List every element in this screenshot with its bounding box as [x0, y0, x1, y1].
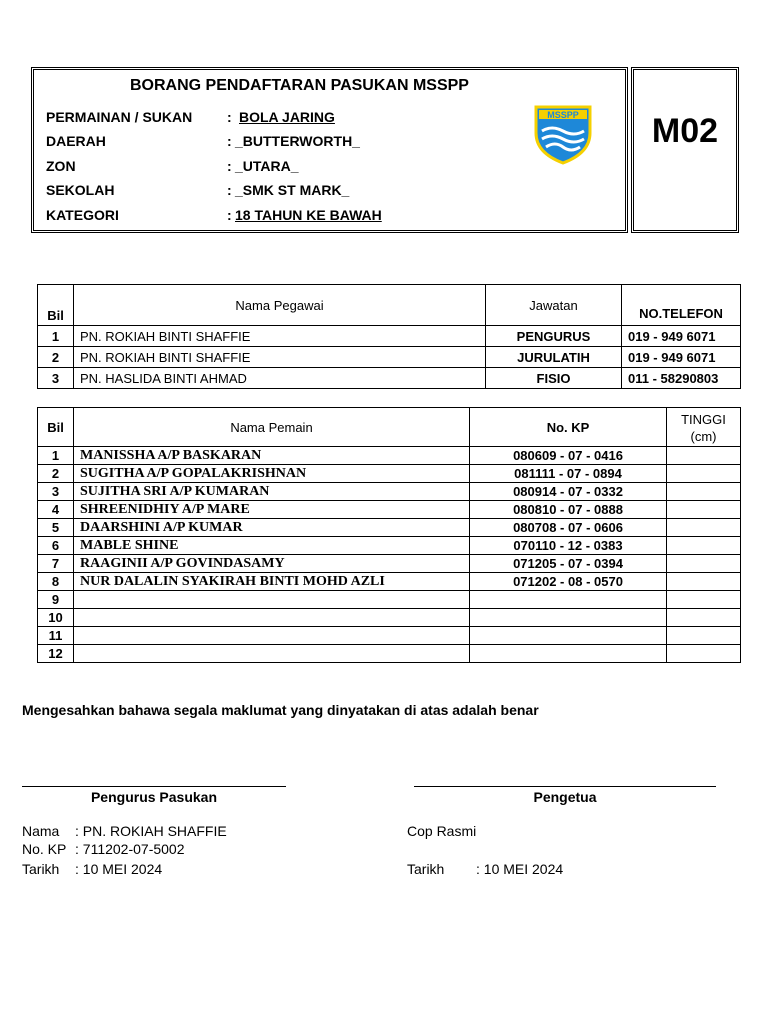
player-row: [38, 465, 741, 483]
player-kp: [470, 627, 667, 645]
player-kp: 071205 - 07 - 0394: [470, 555, 667, 573]
logo-text: MSSPP: [547, 110, 579, 120]
field-value-sekolah: _SMK ST MARK_: [235, 182, 350, 198]
player-name: SHREENIDHIY A/P MARE: [74, 501, 470, 519]
field-label-daerah: DAERAH: [46, 133, 106, 149]
player-row: [38, 483, 741, 501]
player-bil: 5: [38, 519, 74, 537]
player-row: [38, 609, 741, 627]
form-title: BORANG PENDAFTARAN PASUKAN MSSPP: [130, 77, 469, 94]
manager-date-value: : 10 MEI 2024: [75, 861, 163, 877]
player-name: RAAGINII A/P GOVINDASAMY: [74, 555, 470, 573]
player-name: [74, 645, 470, 663]
player-bil: 7: [38, 555, 74, 573]
player-bil: 4: [38, 501, 74, 519]
player-name: [74, 627, 470, 645]
signature-title-principal: Pengetua: [533, 789, 597, 805]
player-name: DAARSHINI A/P KUMAR: [74, 519, 470, 537]
player-name: [74, 591, 470, 609]
field-value-kategori: 18 TAHUN KE BAWAH: [235, 207, 382, 223]
player-bil: 3: [38, 483, 74, 501]
field-colon: :: [227, 207, 232, 223]
field-value-daerah: _BUTTERWORTH_: [235, 133, 360, 149]
player-kp: [470, 609, 667, 627]
official-name: PN. ROKIAH BINTI SHAFFIE: [74, 326, 486, 347]
players-header-bil: Bil: [38, 408, 74, 447]
official-position: PENGURUS: [486, 326, 622, 347]
field-value-sukan: BOLA JARING: [239, 109, 335, 125]
signature-line-manager: [22, 786, 286, 787]
player-row: [38, 627, 741, 645]
player-name: SUJITHA SRI A/P KUMARAN: [74, 483, 470, 501]
official-bil: 1: [38, 326, 74, 347]
manager-name-label: Nama: [22, 823, 60, 839]
manager-kp-value: : 711202-07-5002: [75, 841, 185, 857]
player-kp: [470, 645, 667, 663]
field-label-sukan: PERMAINAN / SUKAN: [46, 109, 193, 125]
player-height: [667, 465, 741, 483]
player-row: [38, 537, 741, 555]
signature-line-principal: [414, 786, 716, 787]
player-height: [667, 609, 741, 627]
field-colon: :: [227, 158, 232, 174]
player-name: MANISSHA A/P BASKARAN: [74, 447, 470, 465]
players-header-name: Nama Pemain: [74, 408, 470, 447]
player-bil: 12: [38, 645, 74, 663]
player-bil: 10: [38, 609, 74, 627]
manager-date-label: Tarikh: [22, 861, 60, 877]
player-name: MABLE SHINE: [74, 537, 470, 555]
player-bil: 1: [38, 447, 74, 465]
official-bil: 3: [38, 368, 74, 389]
field-colon: :: [227, 182, 232, 198]
manager-name-value: : PN. ROKIAH SHAFFIE: [75, 823, 227, 839]
officials-header-phone: NO.TELEFON: [622, 285, 741, 326]
player-height: [667, 627, 741, 645]
player-row: [38, 573, 741, 591]
player-row: [38, 591, 741, 609]
players-header-height: [667, 408, 741, 447]
players-header-height-line2: (cm): [690, 428, 717, 444]
official-name: PN. ROKIAH BINTI SHAFFIE: [74, 347, 486, 368]
official-stamp-label: Cop Rasmi: [407, 823, 477, 839]
officials-row: [38, 347, 741, 368]
players-header-height-line1: TINGGI: [681, 412, 726, 427]
player-name: NUR DALALIN SYAKIRAH BINTI MOHD AZLI: [74, 573, 470, 591]
player-height: [667, 501, 741, 519]
player-name: [74, 609, 470, 627]
official-position: FISIO: [486, 368, 622, 389]
player-name: SUGITHA A/P GOPALAKRISHNAN: [74, 465, 470, 483]
principal-date-label: Tarikh: [407, 861, 445, 877]
field-colon: :: [227, 109, 232, 125]
player-kp: 081111 - 07 - 0894: [470, 465, 667, 483]
player-height: [667, 537, 741, 555]
field-value-zon: _UTARA_: [235, 158, 299, 174]
officials-table: [37, 284, 741, 389]
field-label-sekolah: SEKOLAH: [46, 182, 115, 198]
official-position: JURULATIH: [486, 347, 622, 368]
form-code: M02: [651, 112, 719, 150]
player-height: [667, 591, 741, 609]
player-bil: 9: [38, 591, 74, 609]
player-bil: 11: [38, 627, 74, 645]
official-bil: 2: [38, 347, 74, 368]
official-name: PN. HASLIDA BINTI AHMAD: [74, 368, 486, 389]
manager-kp-label: No. KP: [22, 841, 67, 857]
player-kp: 080914 - 07 - 0332: [470, 483, 667, 501]
player-height: [667, 447, 741, 465]
official-phone: 019 - 949 6071: [622, 326, 741, 347]
player-row: [38, 501, 741, 519]
player-height: [667, 573, 741, 591]
field-colon: :: [227, 133, 232, 149]
player-row: [38, 645, 741, 663]
officials-header-row: [38, 285, 741, 326]
field-label-kategori: KATEGORI: [46, 207, 119, 223]
officials-row: [38, 368, 741, 389]
player-bil: 6: [38, 537, 74, 555]
players-header-kp: No. KP: [470, 408, 667, 447]
player-kp: 070110 - 12 - 0383: [470, 537, 667, 555]
player-bil: 8: [38, 573, 74, 591]
officials-header-bil: Bil: [38, 285, 74, 326]
player-height: [667, 519, 741, 537]
player-kp: [470, 591, 667, 609]
player-kp: 080708 - 07 - 0606: [470, 519, 667, 537]
principal-date-value: : 10 MEI 2024: [476, 861, 564, 877]
player-row: [38, 519, 741, 537]
signature-title-manager: Pengurus Pasukan: [90, 789, 218, 805]
official-phone: 011 - 58290803: [622, 368, 741, 389]
officials-row: [38, 326, 741, 347]
field-label-zon: ZON: [46, 158, 76, 174]
officials-header-name: Nama Pegawai: [74, 285, 486, 326]
officials-header-position: Jawatan: [486, 285, 622, 326]
player-row: [38, 447, 741, 465]
player-kp: 071202 - 08 - 0570: [470, 573, 667, 591]
player-kp: 080609 - 07 - 0416: [470, 447, 667, 465]
player-row: [38, 555, 741, 573]
player-height: [667, 483, 741, 501]
player-bil: 2: [38, 465, 74, 483]
player-kp: 080810 - 07 - 0888: [470, 501, 667, 519]
player-height: [667, 555, 741, 573]
msspp-logo: [530, 99, 596, 165]
declaration-text: Mengesahkan bahawa segala maklumat yang dinyatakan di atas adalah benar: [22, 702, 539, 718]
players-header-row: [38, 408, 741, 447]
official-phone: 019 - 949 6071: [622, 347, 741, 368]
players-table: [37, 407, 741, 663]
player-height: [667, 645, 741, 663]
